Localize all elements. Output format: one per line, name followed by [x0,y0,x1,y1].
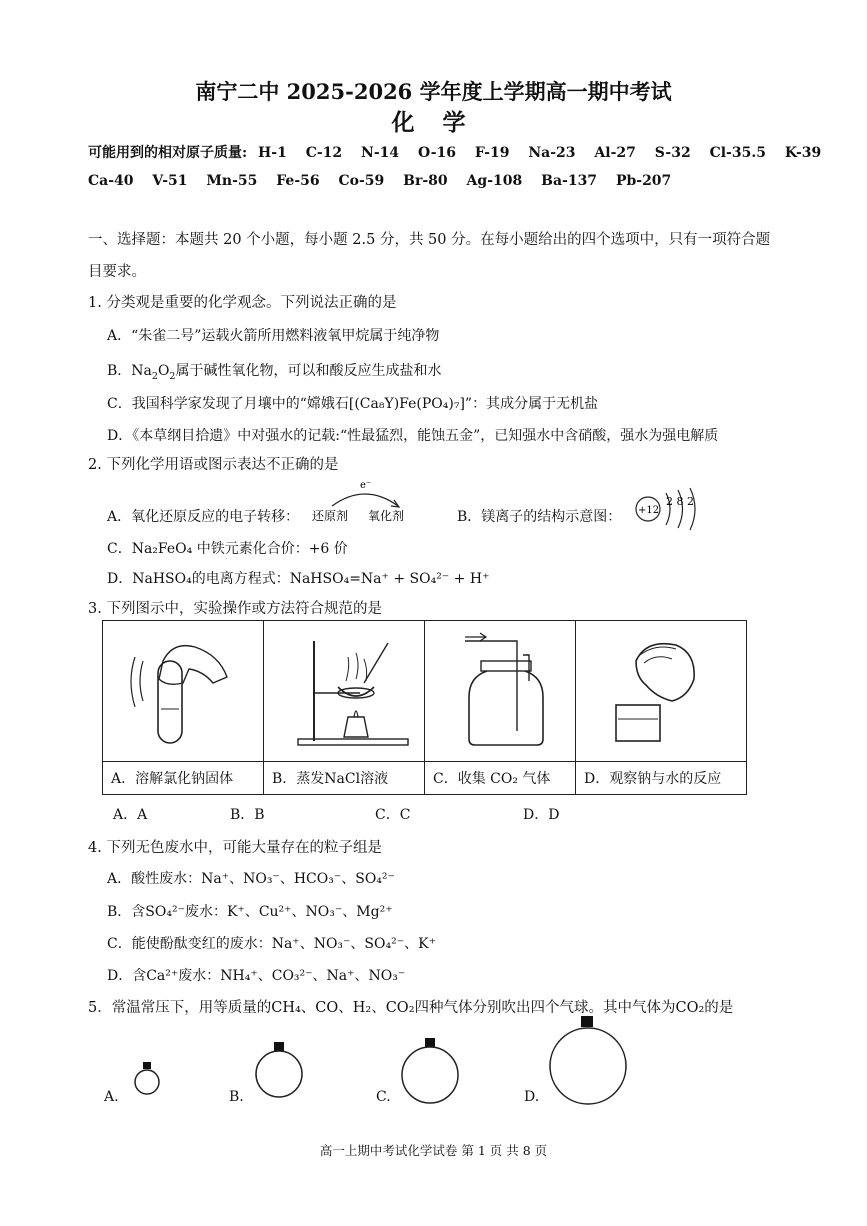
q3-option-b[interactable]: B．B [230,807,265,823]
section-heading-line-1: 一、选择题：本题共 20 个小题，每小题 2.5 分，共 50 分。在每小题给出的四个选项中，只有一项符合题 [88,232,771,248]
balloon-circle [135,1070,159,1094]
nucleus-charge: +12 [638,505,660,516]
figure-cell-a [103,621,264,762]
q3-figure-table [102,620,747,795]
mg-ion-structure-diagram [634,487,714,533]
electron-transfer-arc [332,494,398,506]
gas-bottle [469,671,543,745]
q2-option-d[interactable]: D．NaHSO₄的电离方程式：NaHSO₄=Na⁺ + SO₄²⁻ + H⁺ [107,571,490,587]
reductant-label: 还原剂 [312,509,349,523]
glass-rod [364,643,388,683]
mass-item: Cl-35.5 [709,145,766,161]
vapor-lines [346,653,367,681]
balloon-knot [425,1038,435,1047]
mass-item: Al-27 [594,145,636,161]
test-tube [158,661,182,743]
balloon-circle [256,1051,302,1097]
atomic-mass-line-2 [88,173,685,189]
mass-item: N-14 [361,145,400,161]
q4-stem: 4. 下列无色废水中，可能大量存在的粒子组是 [88,840,382,856]
section-heading-line-2: 目要求。 [88,264,146,280]
mass-item: Ag-108 [466,173,523,189]
hand-outline [159,646,227,685]
electron-transfer-diagram [310,476,420,524]
mass-item: F-19 [474,145,510,161]
q1-option-b[interactable]: B．$Na_2O_2$属于碱性氧化物，可以和酸反应生成盐和水 [107,363,442,382]
page-footer: 高一上期中考试化学试卷 第 1 页 共 8 页 [319,1143,548,1158]
shake-motion-line [140,661,143,701]
mass-item: Br-80 [403,173,448,189]
hand-shaking-test-tube-figure [103,621,263,757]
caption-b: B．蒸发NaCl溶液 [264,762,425,795]
q4-option-a[interactable]: A．酸性废水：Na⁺、NO₃⁻、HCO₃⁻、SO₄²⁻ [107,871,395,887]
caption-c: C．收集 CO₂ 气体 [425,762,576,795]
q3-option-a[interactable]: A．A [113,807,148,823]
atomic-mass-line-1 [88,142,835,162]
mass-item: Pb-207 [615,173,672,189]
q3-option-d[interactable]: D．D [523,807,560,823]
balloon-a [132,1059,162,1099]
mass-item: Ca-40 [88,173,134,189]
hair-line [644,657,672,663]
short-tube [523,655,529,681]
q3-option-c[interactable]: C．C [375,807,411,823]
shake-motion-line [131,657,135,707]
figure-cell-d [576,621,747,762]
mass-item: V-51 [152,173,188,189]
caption-d: D．观察钠与水的反应 [576,762,747,795]
q3-stem: 3. 下列图示中，实验操作或方法符合规范的是 [88,601,382,617]
q5-stem: 5．常温常压下，用等质量的CH₄、CO、H₂、CO₂四种气体分别吹出四个气球。其中气体为CO₂的是 [88,1000,734,1016]
q4-option-b[interactable]: B．含SO₄²⁻废水：K⁺、Cu²⁺、NO₃⁻、Mg²⁺ [107,904,393,920]
mass-item: Fe-56 [276,173,320,189]
caption-a: A．溶解氯化钠固体 [103,762,264,795]
q4-option-d[interactable]: D．含Ca²⁺废水：NH₄⁺、CO₃²⁻、Na⁺、NO₃⁻ [107,968,406,984]
q2-option-c[interactable]: C．Na₂FeO₄ 中铁元素化合价：+6 价 [107,541,348,557]
q2-option-b[interactable]: B．镁离子的结构示意图： [457,509,622,525]
oxidant-label: 氧化剂 [368,509,405,523]
mass-item: O-16 [417,145,456,161]
q1-option-a[interactable]: A．“朱雀二号”运载火箭所用燃料液氧甲烷属于纯净物 [107,328,440,344]
bottle-stopper [481,661,531,671]
atomic-mass-label: 可能用到的相对原子质量: [88,145,248,161]
beaker [616,705,660,741]
balloon-circle [402,1047,458,1103]
q1-option-d[interactable]: D．《本草纲目拾遗》中对强水的记载:“性最猛烈，能蚀五金”，已知强水中含硝酸，强水为强电解质 [107,428,719,444]
subject-title: 化 学 [391,109,476,136]
evaporation-setup-figure [264,621,424,757]
mass-item: S-32 [654,145,691,161]
mass-item: K-39 [784,145,822,161]
exam-title: 南宁二中 2025-2026 学年度上学期高一期中考试 [195,79,672,104]
q1-stem: 1. 分类观是重要的化学观念。下列说法正确的是 [88,295,397,311]
mass-item: Ba-137 [541,173,598,189]
q5-option-b[interactable]: B. [229,1089,244,1105]
electron-label: e⁻ [360,480,372,491]
balloon-knot [143,1062,151,1069]
shell-electrons: 2 8 2 [666,495,694,508]
mass-item: Mn-55 [206,173,258,189]
q4-option-c[interactable]: C．能使酚酞变红的废水：Na⁺、NO₃⁻、SO₄²⁻、K⁺ [107,936,436,952]
flame [354,711,358,717]
mass-item: H-1 [258,145,287,161]
q5-option-c[interactable]: C. [376,1089,391,1105]
balloon-c [398,1036,462,1108]
balloon-knot [581,1016,593,1027]
gas-collection-bottle-figure [425,621,575,757]
alcohol-lamp [344,717,368,737]
long-tube [465,641,517,731]
q1-option-c[interactable]: C．我国科学家发现了月壤中的“嫦娥石[(Ca₈Y)Fe(PO₄)₇]”：其成分属于无机盐 [107,396,599,412]
q2-stem: 2. 下列化学用语或图示表达不正确的是 [88,457,339,473]
balloon-b [253,1040,305,1104]
mass-item: Na-23 [528,145,576,161]
q2-option-a[interactable]: A．氧化还原反应的电子转移： [107,509,300,525]
q5-option-a[interactable]: A. [104,1089,119,1105]
balloon-knot [274,1042,284,1051]
figure-cell-c [425,621,576,762]
figure-cell-b [264,621,425,762]
balloon-d [548,1014,628,1110]
mass-item: Co-59 [338,173,385,189]
q5-option-d[interactable]: D. [524,1089,540,1105]
balloon-circle [550,1028,626,1104]
mass-item: C-12 [305,145,343,161]
observing-reaction-figure [576,621,746,757]
